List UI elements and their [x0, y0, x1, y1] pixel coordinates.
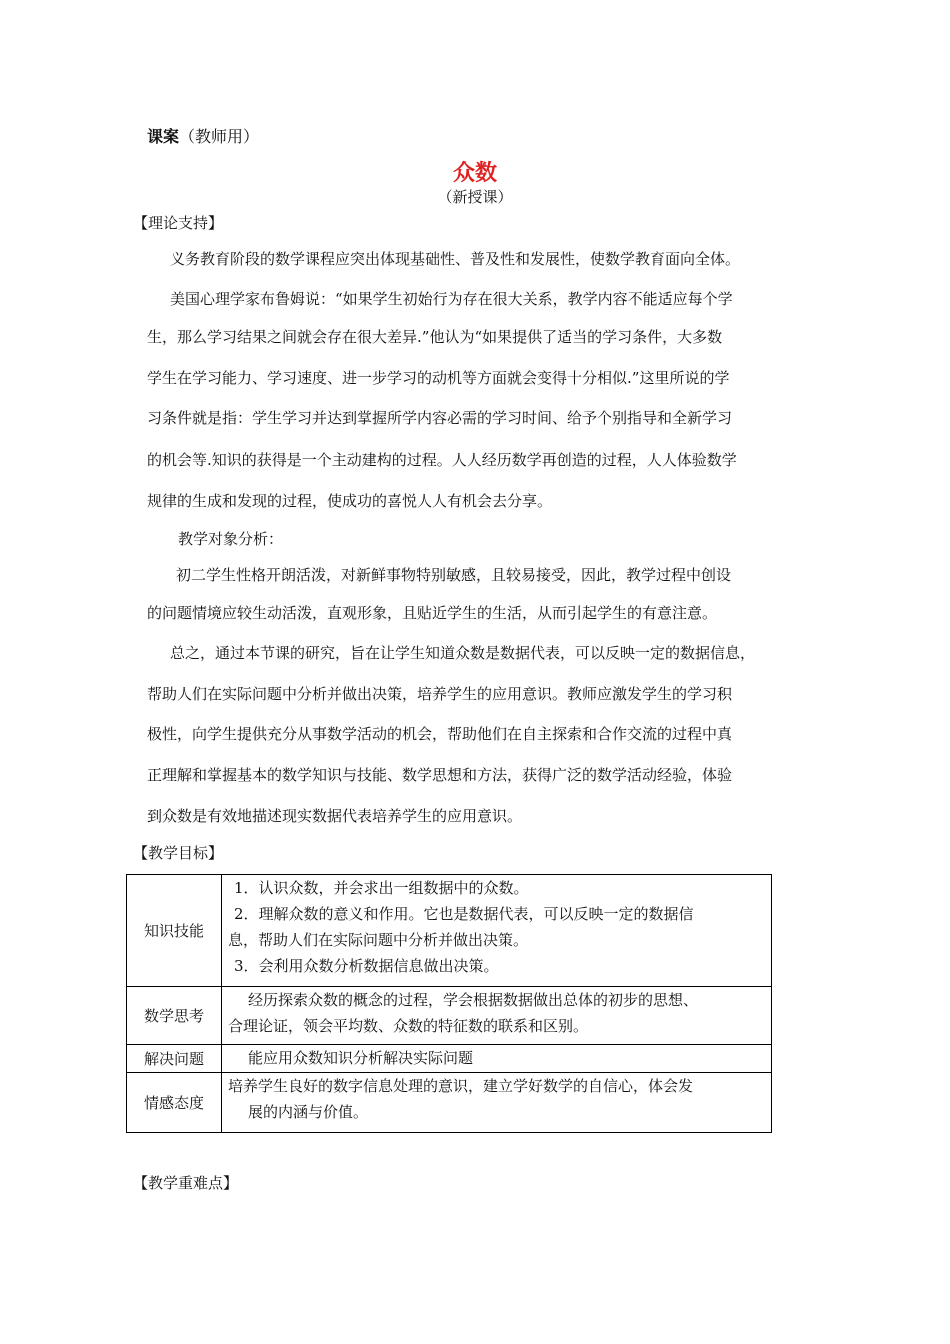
summary-line: 到众数是有效地描述现实数据代表培养学生的应用意识。 [147, 807, 523, 825]
doc-type: 课案 [147, 127, 180, 146]
theory-line: 义务教育阶段的数学课程应突出体现基础性、普及性和发展性，使数学教育面向全体。 [170, 250, 741, 268]
goal-line: 3．会利用众数分析数据信息做出决策。 [234, 957, 499, 975]
goal-line: 能应用众数知识分析解决实际问题 [248, 1049, 474, 1067]
goal-content [222, 1073, 772, 1133]
lesson-title: 众数 [452, 160, 497, 186]
goal-line: 息，帮助人们在实际问题中分析并做出决策。 [228, 931, 529, 949]
theory-line: 美国心理学家布鲁姆说：“如果学生初始行为存在很大关系，教学内容不能适应每个学 [170, 290, 733, 308]
analysis-heading: 教学对象分析： [178, 530, 284, 548]
theory-line: 习条件就是指：学生学习并达到掌握所学内容必需的学习时间、给予个别指导和全新学习 [147, 409, 733, 427]
goal-line: 2．理解众数的意义和作用。它也是数据代表，可以反映一定的数据信 [234, 905, 694, 923]
analysis-line: 的问题情境应较生动活泼，直观形象，且贴近学生的生活，从而引起学生的有意注意。 [147, 604, 718, 622]
table-row [127, 875, 772, 987]
summary-line: 总之，通过本节课的研究，旨在让学生知道众数是数据代表，可以反映一定的数据信息， [170, 644, 756, 662]
theory-line: 生，那么学习结果之间就会存在很大差异.”他认为“如果提供了适当的学习条件，大多数 [147, 328, 723, 346]
goal-category: 数学思考 [127, 987, 222, 1045]
analysis-line: 初二学生性格开朗活泼，对新鲜事物特别敏感，且较易接受，因此，教学过程中创设 [176, 566, 732, 584]
theory-heading: 【理论支持】 [133, 214, 224, 232]
theory-line: 的机会等.知识的获得是一个主动建构的过程。人人经历数学再创造的过程，人人体验数学 [147, 451, 737, 469]
lesson-subtitle: （新授课） [437, 188, 513, 206]
goals-table [126, 874, 772, 1133]
goals-heading: 【教学目标】 [133, 844, 224, 862]
summary-line: 极性，向学生提供充分从事数学活动的机会，帮助他们在自主探索和合作交流的过程中真 [147, 725, 733, 743]
goal-line: 经历探索众数的概念的过程，学会根据数据做出总体的初步的思想、 [248, 991, 699, 1009]
goal-line: 展的内涵与价值。 [248, 1103, 369, 1121]
summary-line: 正理解和掌握基本的数学知识与技能、数学思想和方法，获得广泛的数学活动经验，体验 [147, 766, 733, 784]
doc-type-label [147, 126, 259, 148]
goal-content [222, 987, 772, 1045]
goal-line: 1．认识众数，并会求出一组数据中的众数。 [234, 879, 529, 897]
doc-audience: （教师用） [179, 127, 260, 146]
goal-category: 知识技能 [127, 875, 222, 987]
table-row [127, 987, 772, 1045]
goal-category: 情感态度 [127, 1073, 222, 1133]
goal-line: 培养学生良好的数字信息处理的意识，建立学好数学的自信心，体会发 [228, 1077, 694, 1095]
theory-line: 学生在学习能力、学习速度、进一步学习的动机等方面就会变得十分相似.”这里所说的学 [147, 369, 730, 387]
table-row [127, 1073, 772, 1133]
table-row [127, 1045, 772, 1073]
key-points-heading: 【教学重难点】 [133, 1174, 239, 1192]
theory-line: 规律的生成和发现的过程，使成功的喜悦人人有机会去分享。 [147, 492, 553, 510]
goal-line: 合理论证，领会平均数、众数的特征数的联系和区别。 [228, 1017, 589, 1035]
goal-content [222, 875, 772, 987]
goal-content [222, 1045, 772, 1073]
summary-line: 帮助人们在实际问题中分析并做出决策，培养学生的应用意识。教师应激发学生的学习积 [147, 685, 733, 703]
goal-category: 解决问题 [127, 1045, 222, 1073]
